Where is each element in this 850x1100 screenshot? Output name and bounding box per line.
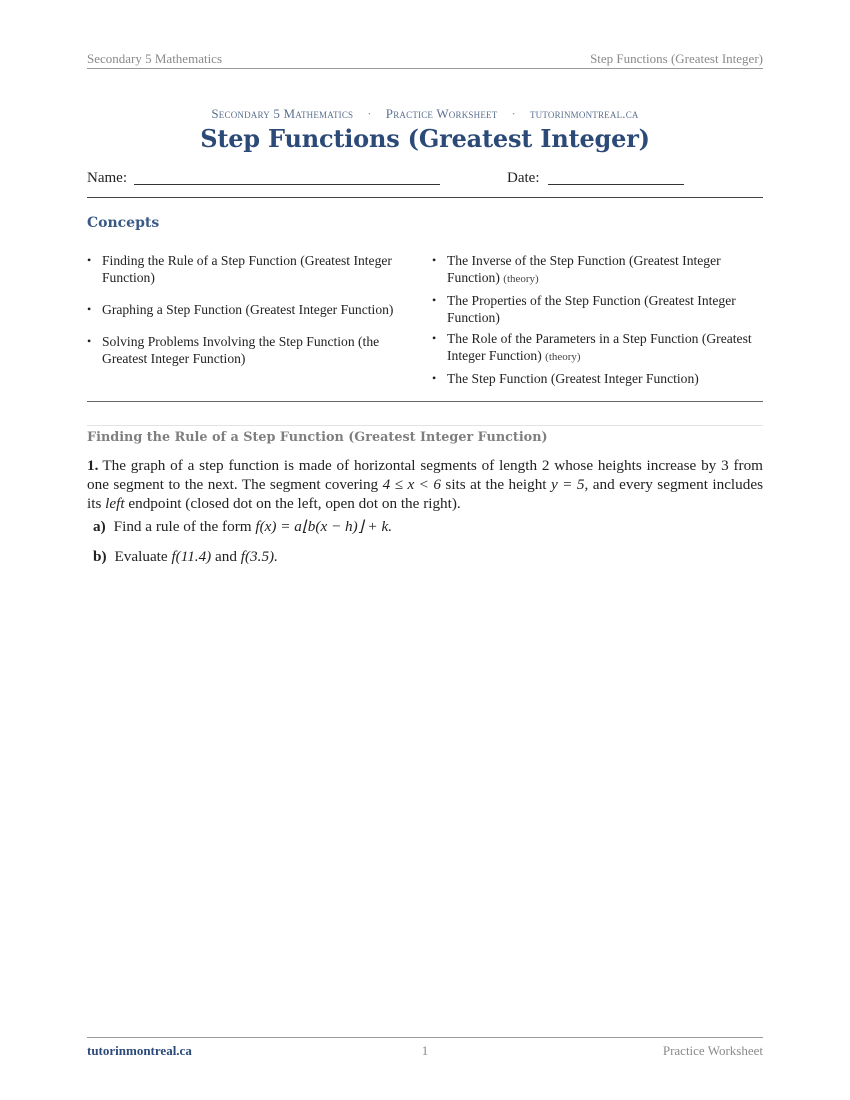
part-b-label: b) [93,548,107,565]
problem-1 [87,456,763,514]
part-b-math: f(11.4) [171,548,212,565]
part-b [93,548,278,566]
concept-text: Finding the Rule of a Step Function (Greatest Integer Function) [102,253,392,285]
problem-math: 4 ≤ x < 6 [382,476,441,494]
concept-text: The Step Function (Greatest Integer Function) [447,371,699,386]
header-topic: Step Functions (Greatest Integer) [590,51,763,66]
part-b-text: and [211,548,241,565]
masthead-course: Secondary 5 Mathematics [211,106,354,121]
concept-item [432,252,764,288]
concepts-divider [87,401,763,402]
running-footer [87,1037,763,1061]
concepts-heading: Concepts [87,215,160,231]
part-a-label: a) [93,518,106,535]
theory-tag: (theory) [545,351,581,363]
masthead-separator: · [511,106,516,121]
problem-text: , and every segment includes its [87,476,763,513]
part-a-text: Find a rule of the form [113,518,256,535]
problem-text: sits at the height [440,476,551,494]
concept-item [87,252,417,286]
footer-kind: Practice Worksheet [662,1043,763,1058]
page-number: 1 [421,1043,429,1058]
concept-item [432,330,764,366]
part-a-math: f(x) = a⌊b(x − h)⌋ + k. [255,518,393,535]
problem-text: The graph of a step function is made of horizontal segments of length 2 whose heights increase by 3 from one segment to the next. The segment covering [87,457,763,494]
concept-text: The Properties of the Step Function (Greatest Integer Function) [447,293,736,325]
part-a [93,517,392,536]
part-b-text: Evaluate [114,548,172,565]
section-title: Finding the Rule of a Step Function (Greatest Integer Function) [87,430,548,445]
page-title: Step Functions (Greatest Integer) [200,124,650,153]
name-field[interactable] [134,184,440,185]
header-course: Secondary 5 Mathematics [87,51,223,66]
name-date-row [87,170,763,198]
masthead-kind: Practice Worksheet [385,106,498,121]
problem-text: endpoint (closed dot on the left, open dot on the right). [124,495,461,513]
problem-number: 1. [87,457,99,474]
part-b-math: f(3.5). [240,548,278,565]
concepts-list-left [87,252,417,382]
concept-text: The Role of the Parameters in a Step Function (Greatest Integer Function) [447,331,752,363]
masthead [87,106,763,153]
concept-text: Graphing a Step Function (Greatest Integer Function) [102,302,394,317]
masthead-separator: · [367,106,372,121]
concept-item [432,292,764,326]
masthead-site: tutorinmontreal.ca [529,106,639,121]
masthead-subtitle [87,106,763,122]
problem-math: y = 5 [550,476,585,494]
concept-text: The Inverse of the Step Function (Greatest Integer Function) [447,253,721,285]
running-header [87,50,763,69]
date-label: Date: [507,170,540,186]
concept-text: Solving Problems Involving the Step Function (the Greatest Integer Function) [102,334,380,366]
concept-item [87,333,417,367]
date-field[interactable] [548,184,684,185]
footer-site: tutorinmontreal.ca [87,1043,192,1058]
theory-tag: (theory) [503,273,539,285]
section-divider [87,425,763,426]
problem-emphasis: left [105,495,125,513]
concepts-list-right [432,252,764,391]
concept-item [432,370,764,387]
concept-item [87,301,417,318]
name-label: Name: [87,170,127,186]
